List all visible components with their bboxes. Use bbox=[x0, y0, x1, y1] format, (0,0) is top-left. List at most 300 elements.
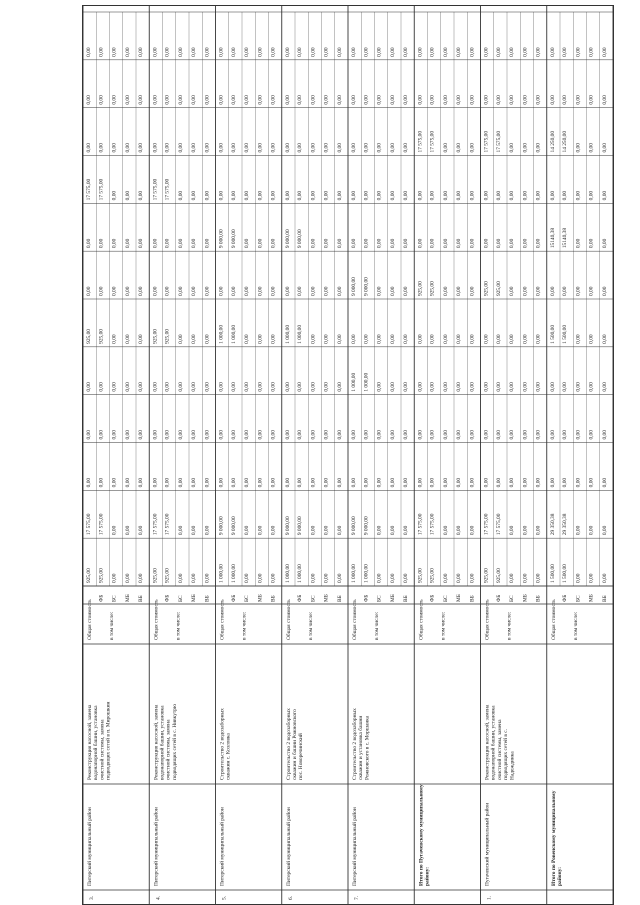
value-cell: 0,00 bbox=[588, 525, 595, 536]
value-cell: 0,00 bbox=[469, 382, 476, 392]
value-cell: 925,00 bbox=[152, 329, 159, 344]
source-label: ФБ bbox=[562, 594, 568, 602]
value-cell: 0,00 bbox=[429, 47, 436, 57]
source-label: МБ bbox=[124, 594, 131, 602]
value-cell: 0,00 bbox=[509, 525, 515, 536]
value-cell: 0,00 bbox=[111, 525, 118, 536]
value-cell: 17 575,00 bbox=[152, 178, 159, 201]
value-cell: 0,00 bbox=[297, 382, 303, 392]
value-cell: 0,00 bbox=[389, 190, 396, 201]
value-cell: 0,00 bbox=[111, 47, 118, 57]
value-cell: 0,00 bbox=[588, 430, 595, 440]
value-cell: 0,00 bbox=[111, 238, 118, 249]
value-cell: 9 000,00 bbox=[284, 229, 291, 249]
value-cell: 0,00 bbox=[575, 334, 582, 344]
value-cell: 0,00 bbox=[164, 238, 171, 249]
value-cell: 925,00 bbox=[164, 568, 171, 583]
value-cell: 0,00 bbox=[469, 334, 476, 344]
value-cell: 0,00 bbox=[191, 143, 197, 153]
value-cell: 17 575,00 bbox=[429, 513, 436, 536]
value-cell: 0,00 bbox=[230, 286, 237, 296]
cost-label: Общая стоимость bbox=[352, 599, 358, 640]
district-label: Итого по Пугачевскому муниципальному bbox=[418, 784, 425, 886]
value-cell: 0,00 bbox=[152, 382, 159, 392]
value-cell: 0,00 bbox=[310, 334, 317, 344]
source-label: БС bbox=[111, 595, 118, 602]
value-cell: 0,00 bbox=[323, 143, 330, 153]
value-cell: 0,00 bbox=[483, 95, 490, 105]
value-cell: 0,00 bbox=[257, 286, 264, 296]
value-cell: 0,00 bbox=[336, 95, 343, 105]
value-cell: 0,00 bbox=[588, 238, 595, 249]
value-cell: 0,00 bbox=[363, 477, 370, 488]
value-cell: 0,00 bbox=[164, 477, 171, 488]
value-cell: 0,00 bbox=[257, 430, 264, 440]
value-cell: 9 000,00 bbox=[363, 516, 370, 536]
value-cell: 0,00 bbox=[310, 430, 317, 440]
value-cell: 0,00 bbox=[244, 430, 250, 440]
value-cell: 0,00 bbox=[442, 286, 449, 296]
value-cell: 0,00 bbox=[456, 143, 462, 153]
value-cell: 0,00 bbox=[522, 382, 529, 392]
value-cell: 0,00 bbox=[601, 47, 608, 57]
value-cell: 0,00 bbox=[218, 430, 225, 440]
value-cell: 0,00 bbox=[376, 525, 383, 536]
value-cell: 0,00 bbox=[284, 477, 291, 488]
value-cell: 0,00 bbox=[336, 190, 343, 201]
value-cell: 0,00 bbox=[575, 47, 582, 57]
value-cell: 0,00 bbox=[270, 477, 277, 488]
value-cell: 0,00 bbox=[270, 238, 277, 249]
value-cell: 0,00 bbox=[86, 430, 92, 440]
value-cell: 0,00 bbox=[310, 382, 317, 392]
value-cell: 0,00 bbox=[138, 382, 144, 392]
value-cell: 0,00 bbox=[204, 430, 211, 440]
value-cell: 14 250,00 bbox=[562, 130, 568, 153]
value-cell: 0,00 bbox=[376, 477, 383, 488]
value-cell: 0,00 bbox=[191, 334, 197, 344]
value-cell: 0,00 bbox=[230, 477, 237, 488]
value-cell: 0,00 bbox=[456, 95, 462, 105]
value-cell: 0,00 bbox=[456, 238, 462, 249]
value-cell: 0,00 bbox=[310, 286, 317, 296]
value-cell: 0,00 bbox=[363, 47, 370, 57]
value-cell: 0,00 bbox=[417, 190, 424, 201]
value-cell: 9 000,00 bbox=[218, 516, 225, 536]
value-cell: 0,00 bbox=[270, 95, 277, 105]
value-cell: 0,00 bbox=[164, 143, 171, 153]
value-cell: 0,00 bbox=[297, 47, 303, 57]
value-cell: 0,00 bbox=[429, 334, 436, 344]
value-cell: 0,00 bbox=[124, 190, 131, 201]
value-cell: 0,00 bbox=[191, 382, 197, 392]
value-cell: 0,00 bbox=[483, 477, 490, 488]
value-cell: 0,00 bbox=[204, 286, 211, 296]
value-cell: 925,00 bbox=[417, 568, 424, 583]
value-cell: 0,00 bbox=[336, 238, 343, 249]
value-cell: 0,00 bbox=[469, 47, 476, 57]
value-cell: 925,00 bbox=[483, 281, 490, 296]
cost-label: Общая стоимость bbox=[87, 599, 93, 640]
value-cell: 0,00 bbox=[601, 143, 608, 153]
value-cell: 0,00 bbox=[177, 573, 184, 583]
value-cell: 0,00 bbox=[257, 190, 264, 201]
value-cell: 0,00 bbox=[138, 238, 144, 249]
value-cell: 0,00 bbox=[575, 382, 582, 392]
value-cell: 0,00 bbox=[152, 477, 159, 488]
value-cell: 0,00 bbox=[124, 286, 131, 296]
value-cell: 0,00 bbox=[152, 47, 159, 57]
value-cell: 0,00 bbox=[588, 477, 595, 488]
value-cell: 0,00 bbox=[522, 525, 529, 536]
value-cell: 0,00 bbox=[191, 525, 197, 536]
cost-label: Общая стоимость bbox=[484, 599, 491, 640]
value-cell: 0,00 bbox=[429, 190, 436, 201]
value-cell: 0,00 bbox=[495, 95, 502, 105]
value-cell: 0,00 bbox=[363, 430, 370, 440]
source-label: ВБ bbox=[535, 595, 542, 602]
cost-label: Общая стоимость bbox=[285, 599, 292, 640]
value-cell: 0,00 bbox=[389, 95, 396, 105]
value-cell: 0,00 bbox=[509, 382, 515, 392]
value-cell: 0,00 bbox=[522, 573, 529, 583]
value-cell: 0,00 bbox=[138, 47, 144, 57]
value-cell: 0,00 bbox=[456, 477, 462, 488]
value-cell: 0,00 bbox=[376, 286, 383, 296]
value-cell: 0,00 bbox=[389, 143, 396, 153]
value-cell: 0,00 bbox=[588, 47, 595, 57]
value-cell: 0,00 bbox=[336, 573, 343, 583]
value-cell: 0,00 bbox=[310, 95, 317, 105]
value-cell: 0,00 bbox=[323, 430, 330, 440]
value-cell: 0,00 bbox=[284, 47, 291, 57]
value-cell: 0,00 bbox=[403, 190, 409, 201]
value-cell: 0,00 bbox=[522, 95, 529, 105]
value-cell: 0,00 bbox=[535, 190, 542, 201]
value-cell: 0,00 bbox=[323, 47, 330, 57]
value-cell: 0,00 bbox=[218, 47, 225, 57]
value-cell: 0,00 bbox=[442, 334, 449, 344]
value-cell: 0,00 bbox=[138, 573, 144, 583]
value-cell: 9 000,00 bbox=[218, 229, 225, 249]
including-label: в том числе: bbox=[307, 611, 314, 640]
value-cell: 29 350,38 bbox=[549, 513, 556, 536]
value-cell: 0,00 bbox=[218, 95, 225, 105]
value-cell: 17 575,00 bbox=[152, 513, 159, 536]
value-cell: 0,00 bbox=[509, 477, 515, 488]
value-cell: 17 575,00 bbox=[495, 130, 502, 153]
value-cell: 0,00 bbox=[86, 286, 92, 296]
value-cell: 0,00 bbox=[417, 47, 424, 57]
value-cell: 0,00 bbox=[495, 430, 502, 440]
value-cell: 0,00 bbox=[297, 477, 303, 488]
source-label: ФБ bbox=[363, 594, 370, 602]
value-cell: 925,00 bbox=[495, 568, 502, 583]
value-cell: 0,00 bbox=[230, 95, 237, 105]
value-cell: 1 000,00 bbox=[363, 564, 370, 583]
value-cell: 0,00 bbox=[164, 95, 171, 105]
object-label: пос. Новоречинский bbox=[298, 733, 305, 780]
object-label: скважин и башни Рожновского bbox=[291, 709, 298, 780]
value-cell: 0,00 bbox=[575, 143, 582, 153]
value-cell: 0,00 bbox=[483, 334, 490, 344]
value-cell: 0,00 bbox=[336, 477, 343, 488]
value-cell: 0,00 bbox=[575, 477, 582, 488]
row-number: 1. bbox=[486, 895, 493, 900]
object-label: Реконструкция насосной, замена bbox=[484, 704, 491, 780]
value-cell: 0,00 bbox=[601, 573, 608, 583]
value-cell: 0,00 bbox=[244, 525, 250, 536]
value-cell: 0,00 bbox=[138, 430, 144, 440]
object-label: Реконструкция насосной, замена bbox=[153, 704, 160, 780]
value-cell: 0,00 bbox=[310, 573, 317, 583]
value-cell: 9 000,00 bbox=[297, 516, 303, 536]
value-cell: 0,00 bbox=[310, 477, 317, 488]
district-label: Питерский муниципальный район bbox=[352, 807, 358, 886]
object-label: подводящих сетей в с. Нивкутрю bbox=[171, 703, 178, 780]
value-cell: 0,00 bbox=[297, 190, 303, 201]
value-cell: 0,00 bbox=[522, 190, 529, 201]
value-cell: 0,00 bbox=[456, 573, 462, 583]
value-cell: 17 575,00 bbox=[98, 178, 105, 201]
value-cell: 925,00 bbox=[98, 329, 105, 344]
source-label: ВБ bbox=[270, 595, 277, 602]
value-cell: 0,00 bbox=[403, 525, 409, 536]
value-cell: 0,00 bbox=[522, 334, 529, 344]
value-cell: 0,00 bbox=[562, 47, 568, 57]
value-cell: 0,00 bbox=[469, 477, 476, 488]
value-cell: 0,00 bbox=[124, 573, 131, 583]
value-cell: 0,00 bbox=[389, 477, 396, 488]
object-label: очистной системы, замена bbox=[496, 719, 503, 780]
value-cell: 1 000,00 bbox=[363, 372, 370, 392]
value-cell: 0,00 bbox=[98, 143, 105, 153]
value-cell: 0,00 bbox=[522, 238, 529, 249]
value-cell: 0,00 bbox=[323, 382, 330, 392]
value-cell: 14 250,00 bbox=[549, 130, 556, 153]
district-label: району: bbox=[424, 866, 431, 886]
value-cell: 0,00 bbox=[177, 286, 184, 296]
value-cell: 0,00 bbox=[535, 430, 542, 440]
value-cell: 0,00 bbox=[124, 47, 131, 57]
value-cell: 0,00 bbox=[456, 334, 462, 344]
value-cell: 0,00 bbox=[535, 573, 542, 583]
value-cell: 0,00 bbox=[177, 525, 184, 536]
value-cell: 0,00 bbox=[138, 190, 144, 201]
value-cell: 0,00 bbox=[351, 334, 357, 344]
value-cell: 0,00 bbox=[442, 430, 449, 440]
value-cell: 0,00 bbox=[469, 430, 476, 440]
value-cell: 0,00 bbox=[323, 238, 330, 249]
district-label: Питерский муниципальный район bbox=[87, 807, 93, 886]
value-cell: 0,00 bbox=[389, 382, 396, 392]
row-number: 6. bbox=[287, 895, 294, 900]
value-cell: 0,00 bbox=[442, 525, 449, 536]
value-cell: 0,00 bbox=[257, 95, 264, 105]
value-cell: 0,00 bbox=[124, 382, 131, 392]
value-cell: 17 575,00 bbox=[98, 513, 105, 536]
value-cell: 0,00 bbox=[351, 430, 357, 440]
value-cell: 1 500,00 bbox=[562, 324, 568, 344]
value-cell: 0,00 bbox=[310, 238, 317, 249]
value-cell: 0,00 bbox=[389, 573, 396, 583]
value-cell: 0,00 bbox=[509, 573, 515, 583]
value-cell: 0,00 bbox=[483, 190, 490, 201]
source-label: МБ bbox=[257, 594, 264, 602]
value-cell: 0,00 bbox=[164, 382, 171, 392]
value-cell: 0,00 bbox=[124, 238, 131, 249]
value-cell: 0,00 bbox=[351, 47, 357, 57]
value-cell: 0,00 bbox=[244, 382, 250, 392]
value-cell: 0,00 bbox=[230, 382, 237, 392]
value-cell: 0,00 bbox=[403, 286, 409, 296]
value-cell: 0,00 bbox=[549, 47, 556, 57]
value-cell: 0,00 bbox=[323, 190, 330, 201]
value-cell: 0,00 bbox=[363, 95, 370, 105]
value-cell: 0,00 bbox=[191, 238, 197, 249]
value-cell: 0,00 bbox=[351, 190, 357, 201]
value-cell: 1 000,00 bbox=[284, 564, 291, 583]
rotated-budget-table bbox=[82, 5, 614, 905]
value-cell: 0,00 bbox=[483, 238, 490, 249]
value-cell: 0,00 bbox=[177, 47, 184, 57]
value-cell: 0,00 bbox=[575, 525, 582, 536]
value-cell: 0,00 bbox=[297, 95, 303, 105]
value-cell: 0,00 bbox=[284, 286, 291, 296]
value-cell: 0,00 bbox=[323, 525, 330, 536]
value-cell: 0,00 bbox=[270, 143, 277, 153]
value-cell: 0,00 bbox=[323, 286, 330, 296]
value-cell: 0,00 bbox=[138, 525, 144, 536]
value-cell: 0,00 bbox=[191, 430, 197, 440]
value-cell: 0,00 bbox=[442, 477, 449, 488]
value-cell: 0,00 bbox=[164, 47, 171, 57]
value-cell: 0,00 bbox=[588, 95, 595, 105]
value-cell: 0,00 bbox=[495, 382, 502, 392]
value-cell: 0,00 bbox=[297, 286, 303, 296]
value-cell: 0,00 bbox=[456, 525, 462, 536]
value-cell: 0,00 bbox=[111, 477, 118, 488]
source-label: ФБ bbox=[230, 594, 237, 602]
value-cell: 0,00 bbox=[495, 190, 502, 201]
value-cell: 0,00 bbox=[230, 190, 237, 201]
value-cell: 0,00 bbox=[164, 286, 171, 296]
value-cell: 0,00 bbox=[495, 238, 502, 249]
value-cell: 0,00 bbox=[562, 430, 568, 440]
including-label: в том числе: bbox=[109, 611, 115, 640]
value-cell: 0,00 bbox=[152, 95, 159, 105]
value-cell: 0,00 bbox=[601, 190, 608, 201]
value-cell: 0,00 bbox=[270, 430, 277, 440]
value-cell: 0,00 bbox=[98, 477, 105, 488]
value-cell: 0,00 bbox=[376, 382, 383, 392]
value-cell: 0,00 bbox=[588, 334, 595, 344]
value-cell: 0,00 bbox=[535, 47, 542, 57]
value-cell: 0,00 bbox=[111, 190, 118, 201]
value-cell: 0,00 bbox=[204, 573, 211, 583]
value-cell: 0,00 bbox=[442, 95, 449, 105]
value-cell: 0,00 bbox=[86, 143, 92, 153]
value-cell: 0,00 bbox=[86, 95, 92, 105]
value-cell: 0,00 bbox=[191, 95, 197, 105]
source-label: МБ bbox=[522, 594, 529, 602]
value-cell: 925,00 bbox=[417, 281, 424, 296]
value-cell: 9 000,00 bbox=[230, 516, 237, 536]
cost-label: Общая стоимость bbox=[418, 599, 425, 640]
value-cell: 0,00 bbox=[177, 477, 184, 488]
including-label: в том числе: bbox=[506, 611, 513, 640]
value-cell: 1 000,00 bbox=[351, 564, 357, 583]
row-number: 4. bbox=[155, 895, 162, 900]
value-cell: 0,00 bbox=[218, 477, 225, 488]
value-cell: 0,00 bbox=[601, 382, 608, 392]
district-label: Питерский муниципальный район bbox=[153, 807, 160, 886]
value-cell: 17 575,00 bbox=[417, 130, 424, 153]
value-cell: 0,00 bbox=[417, 238, 424, 249]
value-cell: 0,00 bbox=[575, 238, 582, 249]
value-cell: 0,00 bbox=[257, 238, 264, 249]
value-cell: 0,00 bbox=[270, 190, 277, 201]
value-cell: 0,00 bbox=[389, 430, 396, 440]
value-cell: 0,00 bbox=[417, 382, 424, 392]
value-cell: 0,00 bbox=[535, 286, 542, 296]
value-cell: 0,00 bbox=[601, 430, 608, 440]
object-label: очистной системы, замена bbox=[165, 719, 172, 780]
source-label: МБ bbox=[389, 594, 396, 602]
value-cell: 0,00 bbox=[257, 382, 264, 392]
value-cell: 0,00 bbox=[601, 525, 608, 536]
value-cell: 0,00 bbox=[509, 430, 515, 440]
value-cell: 9 000,00 bbox=[363, 277, 370, 296]
value-cell: 0,00 bbox=[124, 143, 131, 153]
source-label: ВБ bbox=[138, 595, 144, 602]
value-cell: 925,00 bbox=[483, 568, 490, 583]
value-cell: 0,00 bbox=[218, 382, 225, 392]
value-cell: 1 000,00 bbox=[351, 372, 357, 392]
value-cell: 0,00 bbox=[124, 334, 131, 344]
source-label: ВБ bbox=[336, 595, 343, 602]
value-cell: 0,00 bbox=[456, 382, 462, 392]
value-cell: 0,00 bbox=[376, 47, 383, 57]
object-label: водонапорной башни, установка bbox=[159, 705, 166, 780]
district-label: Питерский муниципальный район bbox=[219, 807, 226, 886]
value-cell: 0,00 bbox=[257, 47, 264, 57]
value-cell: 0,00 bbox=[442, 143, 449, 153]
value-cell: 0,00 bbox=[177, 334, 184, 344]
value-cell: 0,00 bbox=[244, 334, 250, 344]
value-cell: 0,00 bbox=[535, 143, 542, 153]
cost-label: Общая стоимость bbox=[219, 599, 226, 640]
source-label: ФБ bbox=[297, 594, 303, 602]
value-cell: 0,00 bbox=[469, 573, 476, 583]
value-cell: 0,00 bbox=[403, 382, 409, 392]
value-cell: 0,00 bbox=[284, 143, 291, 153]
value-cell: 0,00 bbox=[601, 286, 608, 296]
value-cell: 0,00 bbox=[469, 95, 476, 105]
value-cell: 0,00 bbox=[442, 47, 449, 57]
value-cell: 0,00 bbox=[152, 286, 159, 296]
value-cell: 0,00 bbox=[204, 47, 211, 57]
value-cell: 0,00 bbox=[351, 95, 357, 105]
value-cell: 9 000,00 bbox=[230, 229, 237, 249]
value-cell: 0,00 bbox=[456, 286, 462, 296]
value-cell: 0,00 bbox=[270, 382, 277, 392]
source-label: ФБ bbox=[164, 594, 171, 602]
value-cell: 0,00 bbox=[323, 477, 330, 488]
value-cell: 0,00 bbox=[98, 286, 105, 296]
value-cell: 0,00 bbox=[204, 382, 211, 392]
value-cell: 0,00 bbox=[509, 143, 515, 153]
